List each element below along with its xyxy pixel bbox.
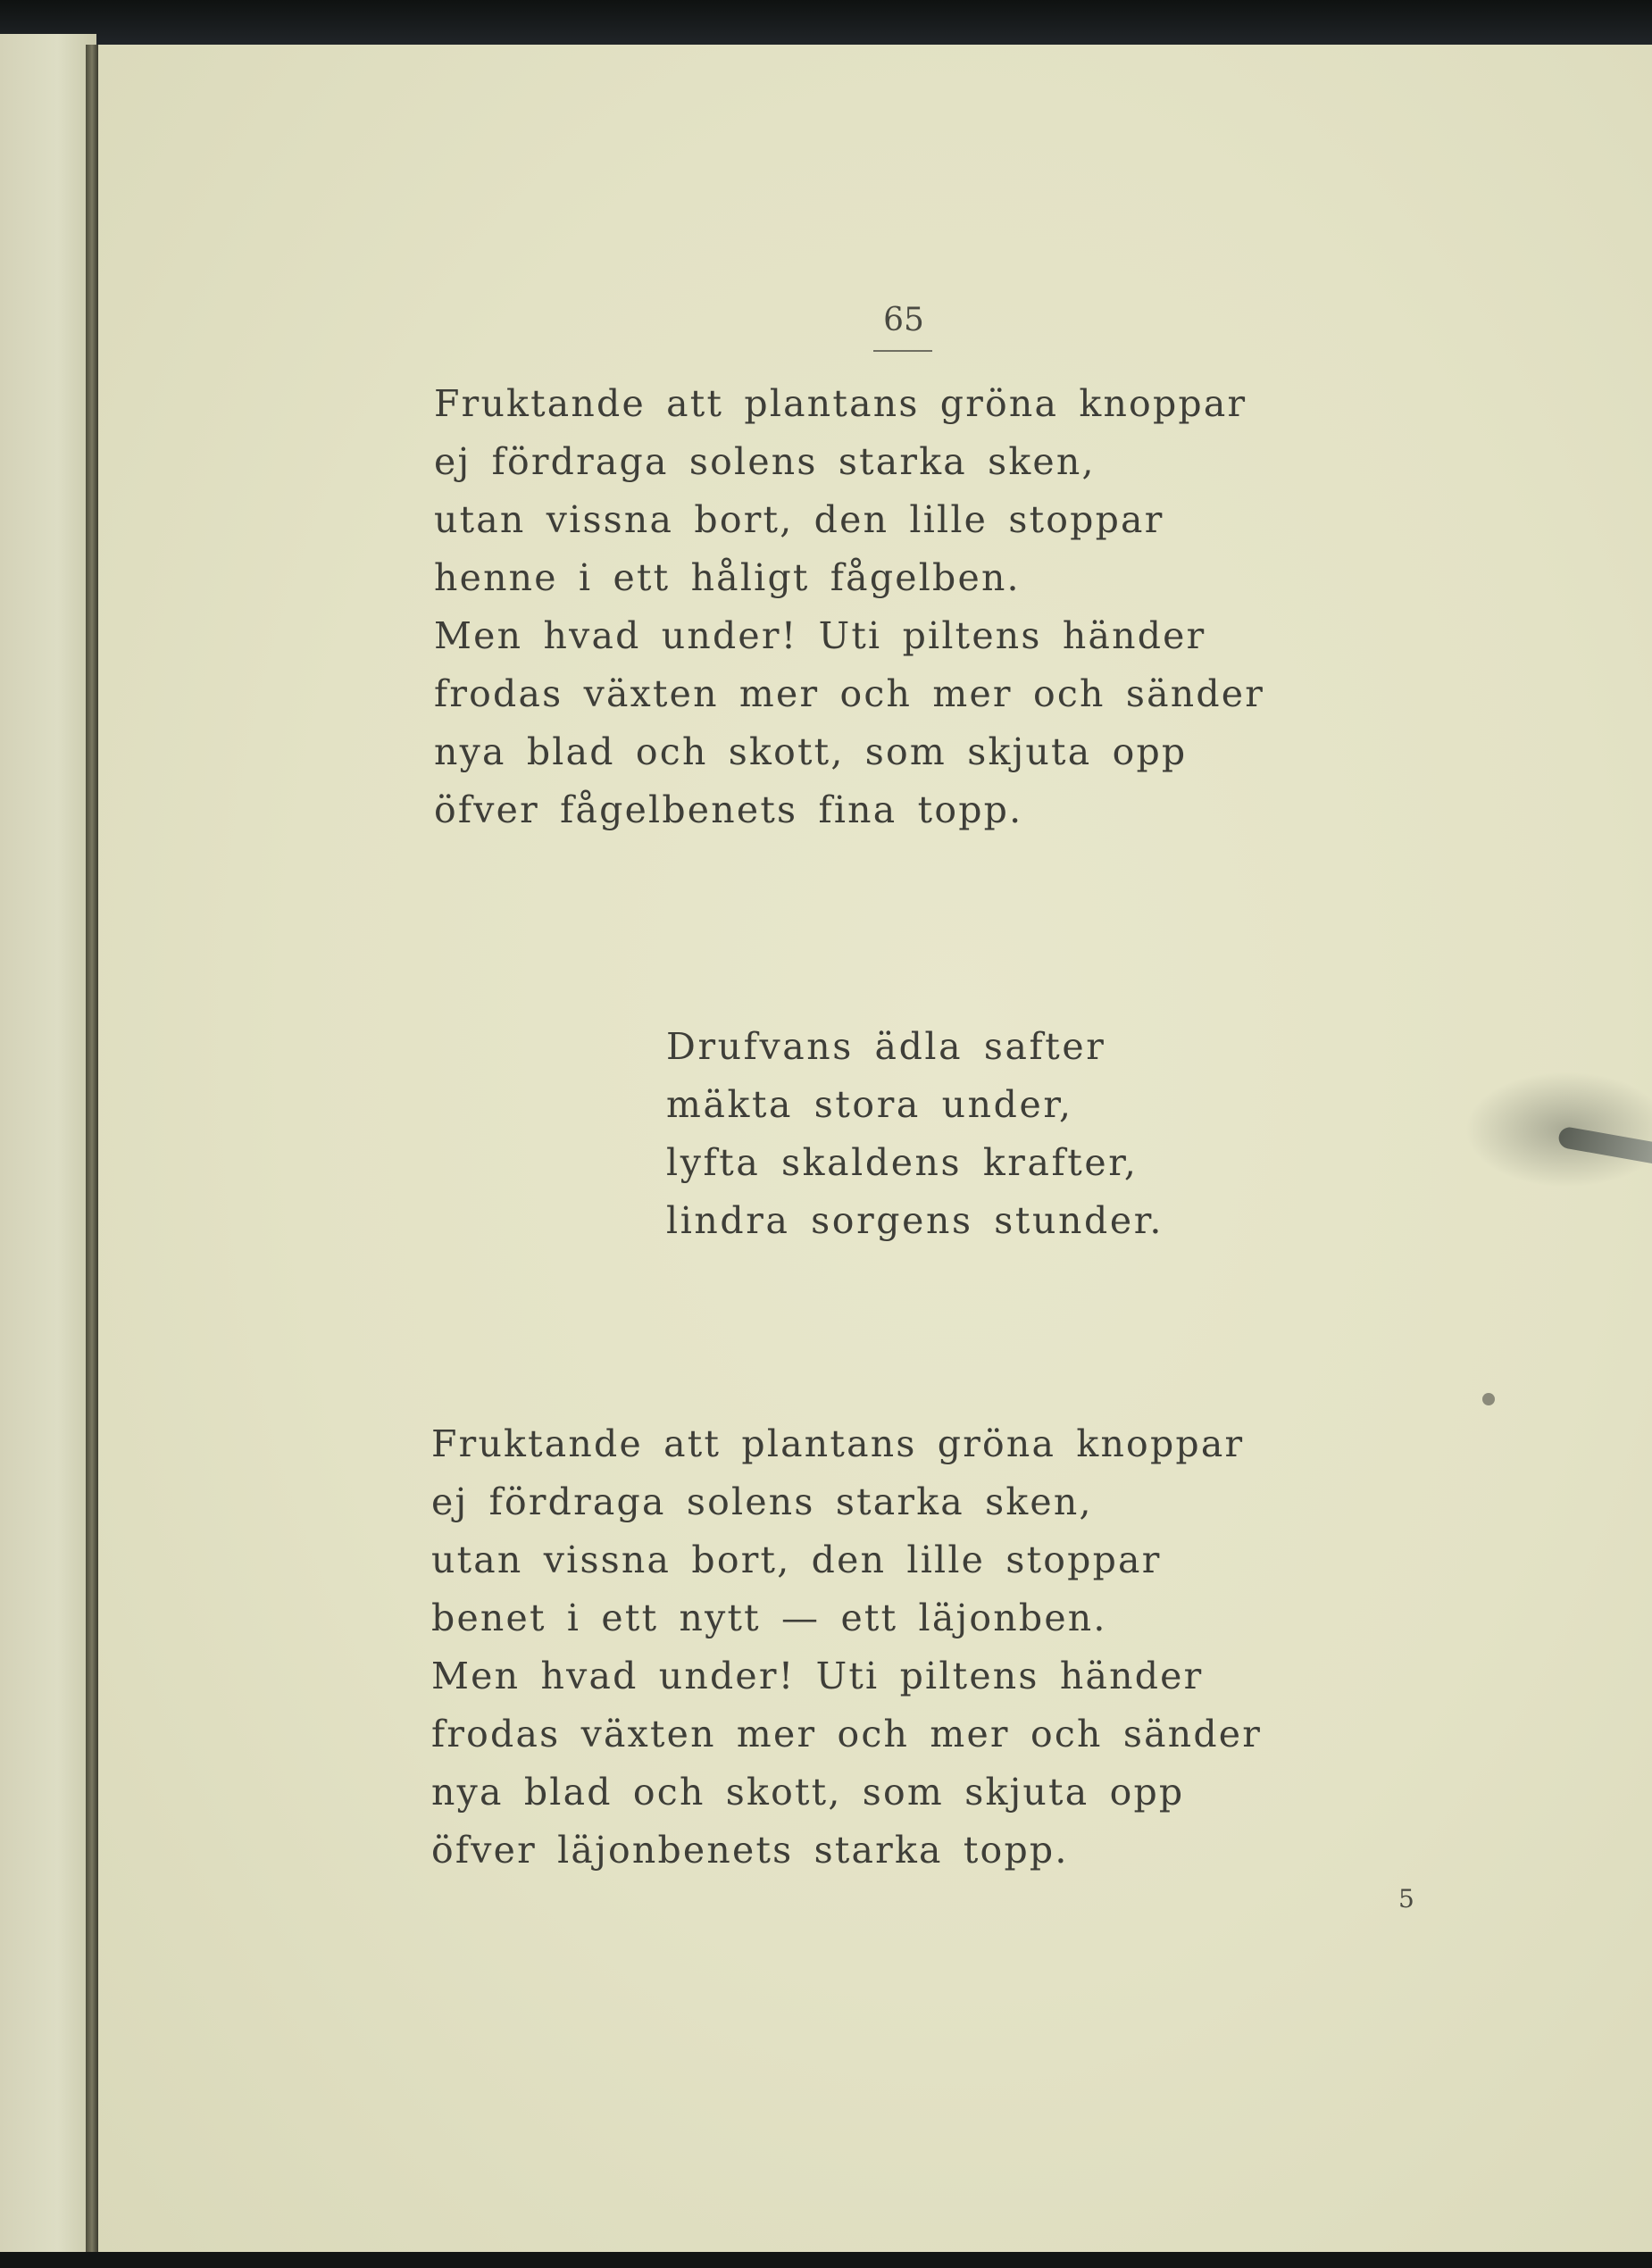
stanza-3 — [431, 1415, 1262, 1880]
verse-line: frodas växten mer och mer och sänder — [431, 1713, 1263, 1755]
verse-line: nya blad och skott, som skjuta opp — [434, 730, 1188, 773]
verse-line: frodas växten mer och mer och sänder — [434, 672, 1265, 715]
verse-line: mäkta stora under, — [666, 1083, 1073, 1126]
verse-line: ej fördraga solens starka sken, — [431, 1480, 1093, 1523]
verse-line: Fruktande att plantans gröna knoppar — [434, 382, 1247, 425]
stanza-2 — [666, 1018, 1164, 1250]
verse-line: lyfta skaldens krafter, — [666, 1141, 1139, 1184]
verse-line: utan vissna bort, den lille stoppar — [434, 498, 1164, 541]
verse-line: Fruktande att plantans gröna knoppar — [431, 1422, 1245, 1465]
signature-mark: 5 — [1398, 1884, 1414, 1914]
verse-line: Men hvad under! Uti piltens händer — [431, 1655, 1204, 1697]
verse-line: nya blad och skott, som skjuta opp — [431, 1771, 1185, 1814]
paper-speck — [1482, 1393, 1495, 1405]
verse-line: öfver fågelbenets fina topp. — [434, 788, 1023, 831]
stanza-1 — [434, 375, 1264, 839]
verse-line: lindra sorgens stunder. — [666, 1199, 1164, 1242]
verse-line: öfver läjonbenets starka topp. — [431, 1829, 1069, 1872]
scanner-edge-top — [0, 0, 1652, 49]
scanner-edge-bottom — [0, 2252, 1652, 2268]
verse-line: utan vissna bort, den lille stoppar — [431, 1538, 1162, 1581]
verse-line: Men hvad under! Uti piltens händer — [434, 614, 1206, 657]
verse-line: henne i ett håligt fågelben. — [434, 556, 1021, 599]
page-number: 65 — [883, 302, 924, 338]
verse-line: ej fördraga solens starka sken, — [434, 440, 1096, 483]
verse-line: benet i ett nytt — ett läjonben. — [431, 1597, 1107, 1639]
page-number-rule — [873, 350, 932, 352]
book-gutter — [86, 45, 98, 2259]
pointer-shadow — [1464, 1071, 1652, 1188]
verse-line: Drufvans ädla safter — [666, 1025, 1106, 1068]
facing-page-edge — [0, 34, 96, 2259]
